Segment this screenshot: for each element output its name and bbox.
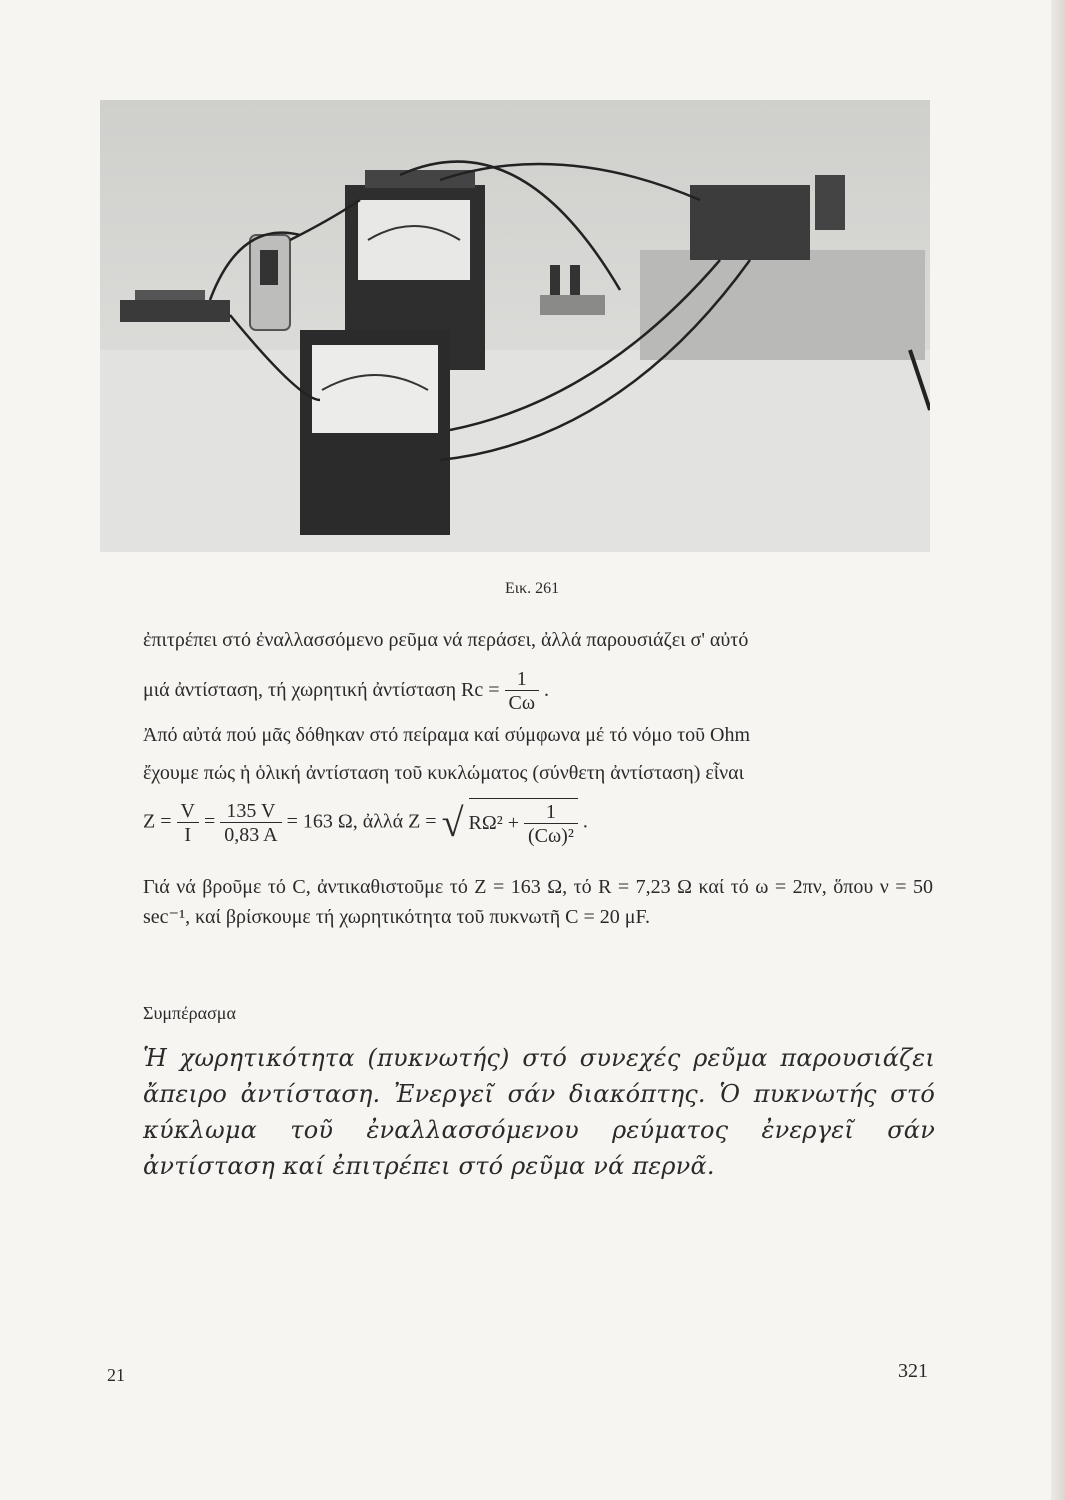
paragraph-1-line-2 bbox=[143, 668, 933, 715]
figure-caption: Εικ. 261 bbox=[505, 580, 560, 597]
sqrt-numerator: 1 bbox=[524, 801, 578, 824]
rc-definition-text: μιά ἀντίσταση, τή χωρητική ἀντίσταση Rc = bbox=[143, 679, 500, 702]
conclusion-text: Ἡ χωρητικότητα (πυκνωτής) στό συνεχές ρεῦμα παρουσιάζει ἄπειρο ἀντίσταση. Ἐνεργεῖ σάν διακόπτης. Ὁ πυκνωτής στό κύκλωμα τοῦ ἐναλλασσόμενου ρεύματος ἐνεργεῖ σάν ἀντίσταση καί ἐπιτρέπει στό ρεῦμα νά περνᾶ. bbox=[143, 1044, 935, 1180]
eq-equals: = bbox=[203, 810, 216, 833]
sqrt-term: RΩ² + bbox=[468, 812, 520, 835]
experiment-photo bbox=[100, 100, 930, 552]
eq-fraction-values bbox=[220, 800, 281, 847]
eq-lhs: Z = bbox=[143, 810, 172, 833]
eq-f2-denominator: 0,83 A bbox=[224, 823, 278, 846]
paragraph-2-line-2: ἔχουμε πώς ἡ ὁλική ἀντίσταση τοῦ κυκλώματος (σύνθετη ἀντίσταση) εἶναι bbox=[143, 762, 745, 784]
eq-square-root bbox=[442, 798, 578, 848]
rc-numerator: 1 bbox=[505, 668, 540, 691]
eq-fraction-v-over-i bbox=[177, 800, 199, 847]
rc-denominator: Cω bbox=[508, 692, 536, 714]
eq-f1-denominator: I bbox=[184, 823, 192, 846]
paragraph-3: Γιά νά βροῦμε τό C, ἀντικαθιστοῦμε τό Z = 163 Ω, τό R = 7,23 Ω καί τό ω = 2πν, ὅπου ν = 50 sec⁻¹, καί βρίσκουμε τή χωρητικότητα τοῦ πυκνωτῆ C = 20 μF. bbox=[143, 876, 933, 928]
page-edge-shadow bbox=[1051, 0, 1065, 1500]
eq-f1-numerator: V bbox=[177, 800, 199, 823]
rc-period: . bbox=[544, 679, 550, 702]
paragraph-1-line-1: ἐπιτρέπει στό ἐναλλασσόμενο ρεῦμα νά περάσει, ἀλλά παρουσιάζει σ' αὐτό bbox=[143, 629, 749, 651]
sqrt-denominator: (Cω)² bbox=[528, 825, 574, 847]
paragraph-2-line-1: Ἀπό αὐτά πού μᾶς δόθηκαν στό πείραμα καί σύμφωνα μέ τό νόμο τοῦ Ohm bbox=[143, 724, 751, 746]
impedance-equation bbox=[143, 798, 933, 848]
apparatus-illustration bbox=[100, 100, 930, 552]
sqrt-radicand bbox=[469, 798, 578, 848]
page-number: 321 bbox=[898, 1360, 928, 1382]
sqrt-radical-sign: √ bbox=[441, 800, 464, 845]
eq-middle: = 163 Ω, ἀλλά Z = bbox=[286, 810, 437, 833]
footer-signature-number: 21 bbox=[107, 1365, 125, 1385]
rc-fraction bbox=[505, 668, 540, 715]
eq-f2-numerator: 135 V bbox=[220, 800, 281, 823]
eq-period: . bbox=[582, 810, 588, 833]
section-heading: Συμπέρασμα bbox=[143, 1003, 236, 1023]
sqrt-fraction bbox=[524, 801, 578, 848]
